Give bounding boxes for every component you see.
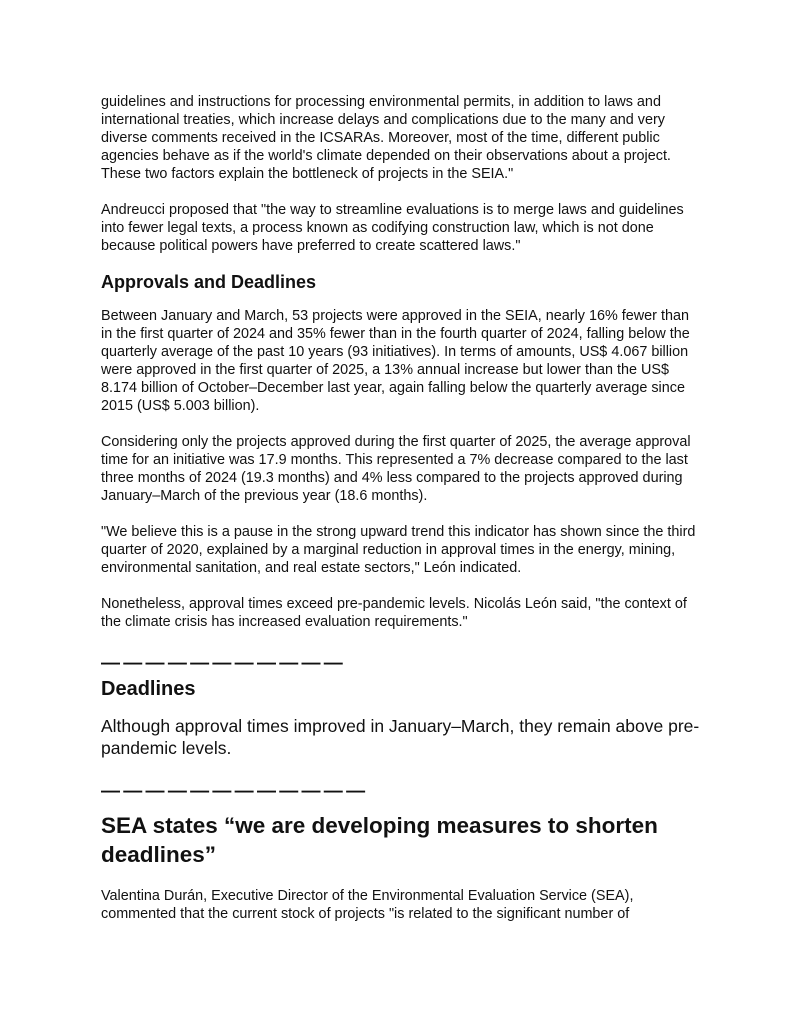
heading-approvals-and-deadlines: Approvals and Deadlines (101, 272, 317, 292)
divider-rule-2: — — — — — — — — — — — — (101, 781, 365, 802)
divider-rule: — — — — — — — — — — — (101, 653, 342, 674)
paragraph-duran: Valentina Durán, Executive Director of the Environmental Evaluation Service (SEA), commented that the current stock of projects "is related to the significant number of (101, 888, 634, 922)
paragraph-approvals-2: Considering only the projects approved during the first quarter of 2025, the average approval time for an initiative was 17.9 months. This represented a 7% decrease compared to the last three months of 2024 (19.3 months) and 4% less compared to the projects approved during January–March of the previous year (18.6 months). (101, 434, 691, 504)
box-text-deadlines: Although approval times improved in January–March, they remain above pre-pandemic levels. (101, 716, 700, 758)
article-page (101, 93, 703, 923)
box-title-deadlines: Deadlines (101, 678, 196, 700)
paragraph-approvals-1: Between January and March, 53 projects were approved in the SEIA, nearly 16% fewer than in the first quarter of 2024 and 35% fewer than in the fourth quarter of 2024, falling below the quarterly average of the past 10 years (93 initiatives). In terms of amounts, US$ 4.067 billion were approved in the first quarter of 2025, a 13% annual increase but lower than the US$ 8.174 billion of October–December last year, again falling below the quarterly average since 2015 (US$ 5.003 billion). (101, 308, 690, 414)
paragraph-nonetheless: Nonetheless, approval times exceed pre-pandemic levels. Nicolás León said, "the context of the climate crisis has increased evaluation requirements." (101, 596, 687, 630)
paragraph-continuation: guidelines and instructions for processing environmental permits, in addition to laws and international treaties, which increase delays and complications due to the many and very diverse comments received in the ICSARAs. Moreover, most of the time, different public agencies behave as if the world's climate depended on their observations about a project. These two factors explain the bottleneck of projects in the SEIA." (101, 94, 671, 182)
heading-sea-states: SEA states “we are developing measures to shorten deadlines” (101, 813, 658, 867)
paragraph-andreucci: Andreucci proposed that "the way to streamline evaluations is to merge laws and guidelines into fewer legal texts, a process known as codifying construction law, which is not done because political powers have preferred to create scattered laws." (101, 202, 684, 254)
paragraph-leon-quote: "We believe this is a pause in the strong upward trend this indicator has shown since the third quarter of 2020, explained by a marginal reduction in approval times in the energy, mining, environmental sanitation, and real estate sectors," León indicated. (101, 524, 696, 576)
